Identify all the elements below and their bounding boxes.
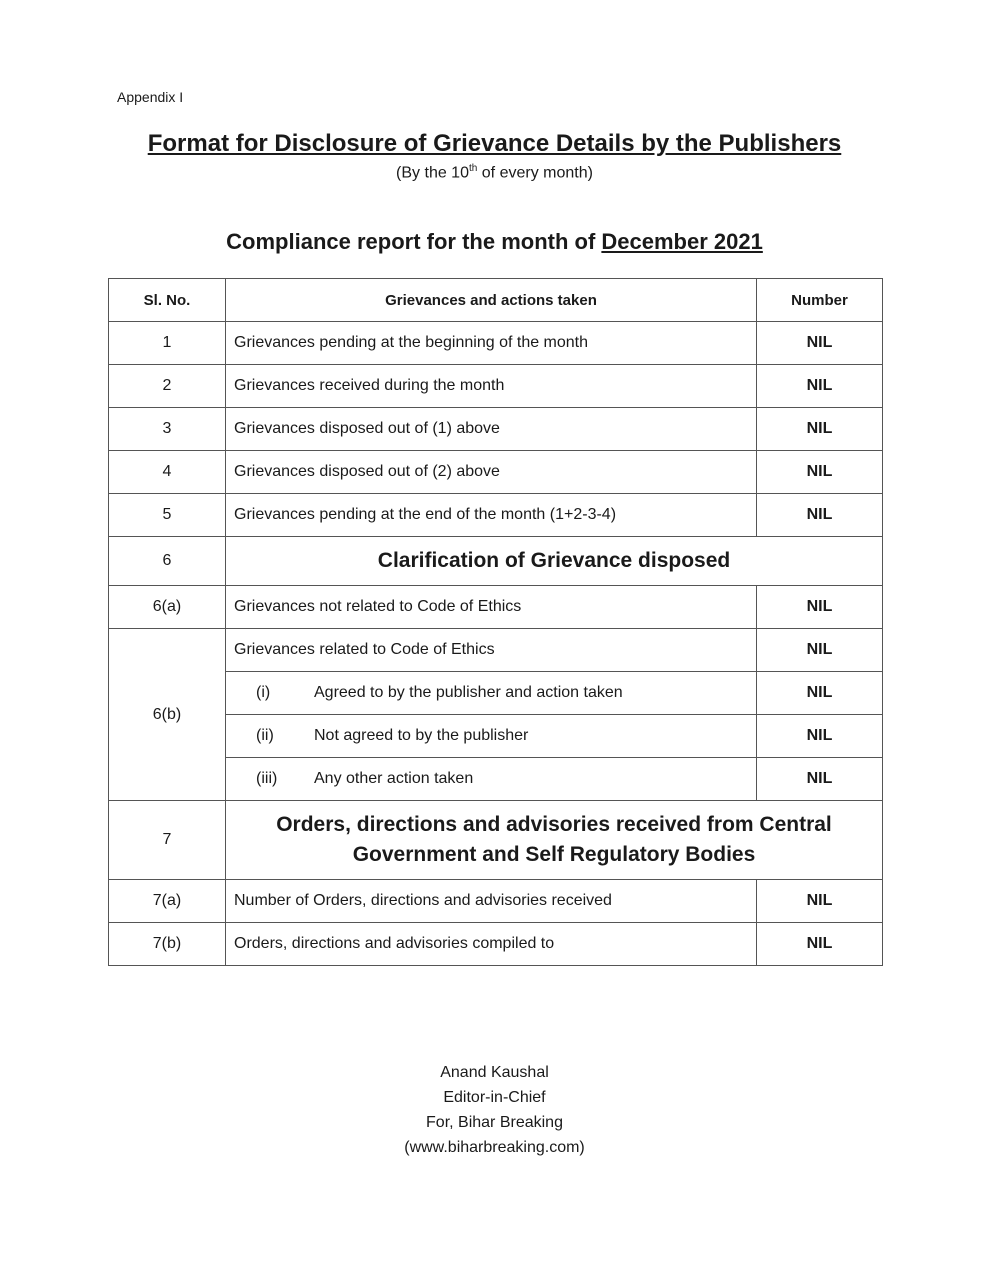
row-desc: Orders, directions and advisories compiled to — [226, 923, 757, 966]
signatory-role: Editor-in-Chief — [443, 1089, 546, 1106]
row-desc: Grievances not related to Code of Ethics — [226, 586, 757, 629]
signatory-name: Anand Kaushal — [440, 1064, 549, 1081]
subtitle-sup: th — [468, 163, 478, 174]
row-no: 5 — [109, 494, 226, 537]
row-num: NIL — [757, 322, 883, 365]
section-7-title — [226, 801, 883, 880]
sub-row — [109, 672, 883, 715]
row-desc: Grievances received during the month — [226, 365, 757, 408]
sub-row-desc: Any other action taken — [314, 770, 474, 787]
row-num: NIL — [757, 923, 883, 966]
sub-row-cell — [226, 715, 757, 758]
table-row-7b — [109, 923, 883, 966]
sub-row-desc: Agreed to by the publisher and action taken — [314, 684, 623, 701]
appendix-label: Appendix I — [117, 89, 184, 105]
row-num: NIL — [757, 494, 883, 537]
report-heading — [0, 229, 989, 255]
section-row-6 — [109, 537, 883, 586]
subtitle-suffix: of every month) — [477, 164, 593, 182]
row-desc: Number of Orders, directions and advisories received — [226, 880, 757, 923]
report-month: December 2021 — [601, 229, 763, 254]
section-row-7 — [109, 801, 883, 880]
row-no: 3 — [109, 408, 226, 451]
signatory-org: For, Bihar Breaking — [426, 1114, 563, 1131]
row-num: NIL — [757, 629, 883, 672]
table-row — [109, 494, 883, 537]
table-header-row — [109, 279, 883, 322]
row-no: 7(a) — [109, 880, 226, 923]
report-prefix: Compliance report for the month of — [226, 229, 602, 254]
header-sl-no: Sl. No. — [109, 279, 226, 322]
document-subtitle — [0, 163, 989, 182]
section-6-title: Clarification of Grievance disposed — [226, 537, 883, 586]
section-6-no: 6 — [109, 537, 226, 586]
signatory-website: (www.biharbreaking.com) — [404, 1139, 585, 1156]
table-row — [109, 365, 883, 408]
sub-row-roman: (i) — [256, 684, 271, 701]
sub-row-desc: Not agreed to by the publisher — [314, 727, 529, 744]
table-row — [109, 408, 883, 451]
sub-row-cell — [226, 672, 757, 715]
row-no: 7(b) — [109, 923, 226, 966]
row-no: 4 — [109, 451, 226, 494]
header-number: Number — [757, 279, 883, 322]
header-grievances: Grievances and actions taken — [226, 279, 757, 322]
row-num: NIL — [757, 408, 883, 451]
sub-row-roman: (iii) — [256, 770, 278, 787]
row-desc: Grievances pending at the beginning of the month — [226, 322, 757, 365]
row-num: NIL — [757, 880, 883, 923]
row-desc: Grievances disposed out of (1) above — [226, 408, 757, 451]
section-7-no: 7 — [109, 801, 226, 880]
row-no: 1 — [109, 322, 226, 365]
row-num: NIL — [757, 715, 883, 758]
signature-block — [0, 1060, 989, 1160]
table-row-7a — [109, 880, 883, 923]
document-title: Format for Disclosure of Grievance Details by the Publishers — [147, 130, 842, 157]
sub-row — [109, 758, 883, 801]
row-desc: Grievances disposed out of (2) above — [226, 451, 757, 494]
row-no: 2 — [109, 365, 226, 408]
row-num: NIL — [757, 586, 883, 629]
sub-row — [109, 715, 883, 758]
table-row-6a — [109, 586, 883, 629]
grievance-table — [108, 278, 883, 966]
row-desc: Grievances pending at the end of the month (1+2-3-4) — [226, 494, 757, 537]
table-row — [109, 322, 883, 365]
sub-row-roman: (ii) — [256, 727, 274, 744]
row-num: NIL — [757, 672, 883, 715]
section-7-title-line1: Orders, directions and advisories received from Central — [276, 813, 832, 836]
sub-row-cell — [226, 758, 757, 801]
row-num: NIL — [757, 451, 883, 494]
row-no: 6(a) — [109, 586, 226, 629]
row-no-6b: 6(b) — [109, 629, 226, 801]
subtitle-prefix: (By the 10 — [396, 164, 469, 182]
row-desc: Grievances related to Code of Ethics — [226, 629, 757, 672]
section-7-title-line2: Government and Self Regulatory Bodies — [352, 843, 756, 866]
table-row — [109, 451, 883, 494]
table-row-6b — [109, 629, 883, 672]
row-num: NIL — [757, 365, 883, 408]
row-num: NIL — [757, 758, 883, 801]
